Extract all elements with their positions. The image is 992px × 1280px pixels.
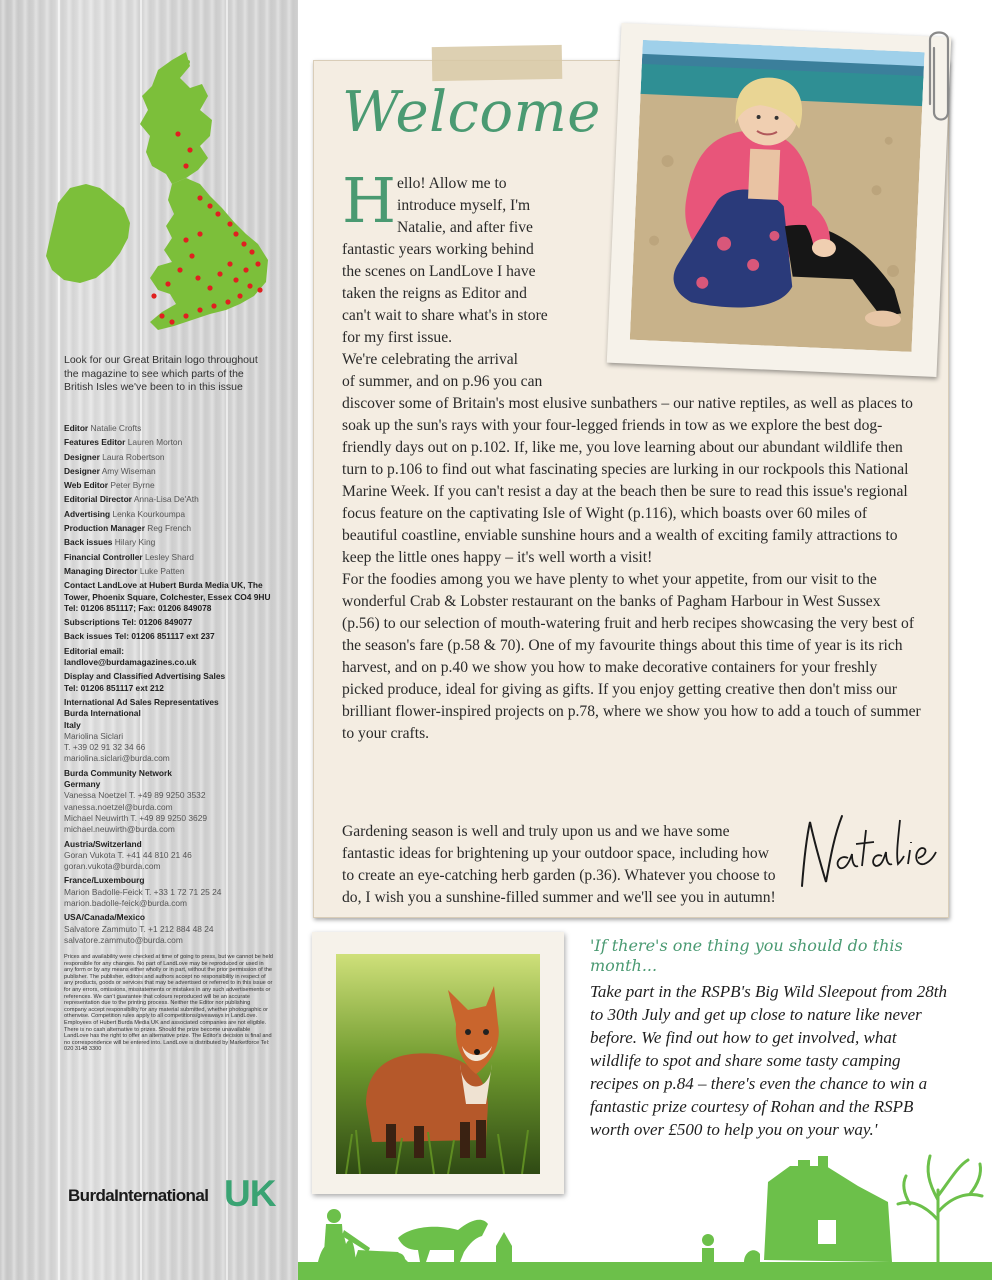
- credit-row: Designer Amy Wiseman: [64, 465, 156, 476]
- region-line: T. +39 02 91 32 34 66: [64, 742, 146, 753]
- editorial-email: landlove@burdamagazines.co.uk: [64, 657, 197, 668]
- credit-row: Editorial Director Anna-Lisa De'Ath: [64, 494, 199, 505]
- credit-row: Production Manager Reg French: [64, 523, 192, 534]
- subscriptions-tel: Subscriptions Tel: 01206 849077: [64, 617, 193, 628]
- beach-photo-illustration: [630, 40, 925, 352]
- back-issues-tel: Back issues Tel: 01206 851117 ext 237: [64, 631, 215, 642]
- region-italy: Italy: [64, 719, 81, 730]
- paragraph-food: For the foodies among you we have plenty to whet your appetite, from our visit to the wonderful Crab & Lobster restaurant on the banks of Pagham Harbour in West Sussex (p.56) to our selection of mouth-watering fruit and herb recipes showcasing the very best of the season's fare (p.58 & 70). One of my favourite things about this time of year is its rich harvest, and on p.40 we show you how to make decorative containers for your freshly picked produce, ideal for giving as gifts. If you enjoy getting creative then don't miss our brilliant flower-inspired projects on p.78, where we show you how to add a touch of summer to your crafts.: [342, 571, 921, 742]
- page-title: Welcome: [342, 80, 601, 145]
- editor-photo: [630, 40, 925, 352]
- legal-disclaimer: Prices and availability were checked at time of going to press, but we cannot be held responsible for any changes. No part of LandLove may be reproduced or used in any form or by any means either wholly or in part, without the prior permission of the publisher. The publisher, editors and authors accept no responsibility in respect of any products, goods or services that may be advertised or referred to in this issue or for any errors, omissions, misstatements or mistakes in any such advertisements or references. We can't guarantee that colours reproduced will be an accurate representation due to the printing process. Neither the Editor nor publishing company accept responsibility for any material submitted, whether photographic or otherwise. Competition rules apply to all competitions/giveaways in LandLove. Employees of Hubert Burda Media UK and associated companies are not eligible. There is no cash alternative to prizes. Should the prize become unavailable LandLove has the right to offer an alternative prize. The Editor's decision is final and no correspondence will be entered into. LandLove is distributed by Marketforce Tel: 020 3148 3300: [64, 954, 273, 1053]
- countryside-silhouette: [298, 1120, 992, 1280]
- drop-cap: H: [342, 164, 397, 237]
- map-caption: Look for our Great Britain logo throughout the magazine to see which parts of the British Isles we've been to in this issue: [64, 354, 258, 393]
- credit-row: Advertising Lenka Kourkoumpa: [64, 508, 186, 519]
- letter-body: [342, 393, 922, 745]
- credit-row: Back issues Hilary King: [64, 537, 156, 548]
- credits-list: [64, 423, 279, 946]
- region-austria-switzerland: Austria/Switzerland: [64, 838, 142, 849]
- region-line: marion.badolle-feick@burda.com: [64, 897, 188, 908]
- display-ads-tel: Tel: 01206 851117 ext 212: [64, 682, 164, 693]
- region-line: salvatore.zammuto@burda.com: [64, 934, 183, 945]
- intro-paragraph: ello! Allow me to introduce myself, I'm Natalie, and after five fantastic years working behind the scenes on LandLove I have taken the reigns as Editor and can't wait to share what's in store for my first issue. We're celebrating the arrival of summer, and on p.96 you can: [342, 175, 548, 390]
- paperclip-icon: [924, 28, 954, 128]
- credit-row: Financial Controller Lesley Shard: [64, 551, 194, 562]
- credit-row: Features Editor Lauren Morton: [64, 437, 183, 448]
- region-usa: USA/Canada/Mexico: [64, 912, 145, 923]
- tip-body: Take part in the RSPB's Big Wild Sleepout from 28th to 30th July and get up close to nature like never before. We find out how to get involved, what wildlife to spot and share some tasty camping recipes on p.84 – there's even the chance to win a fantastic prize courtesy of Rohan and the RSPB worth over £500 to help you on your way.': [590, 982, 947, 1139]
- contact-tel: Tel: 01206 851117; Fax: 01206 849078: [64, 602, 212, 613]
- credit-row: Editor Natalie Crofts: [64, 423, 142, 433]
- logo-burda-text: BurdaInternational: [68, 1186, 209, 1205]
- masking-tape: [432, 45, 563, 81]
- credit-row: Web Editor Peter Byrne: [64, 480, 155, 491]
- region-line: vanessa.noetzel@burda.com: [64, 801, 173, 812]
- editorial-email-label: Editorial email:: [64, 645, 125, 656]
- region-line: Salvatore Zammuto T. +1 212 884 48 24: [64, 923, 214, 934]
- display-ads-label: Display and Classified Advertising Sales: [64, 671, 226, 682]
- logo-uk-text: UK: [224, 1173, 276, 1214]
- editor-photo-frame: [607, 23, 952, 377]
- region-line: Vanessa Noetzel T. +49 89 9250 3532: [64, 790, 206, 801]
- region-line: Mariolina Siclari: [64, 730, 124, 741]
- credit-row: Managing Director Luke Patten: [64, 565, 185, 576]
- intl-ads-label: International Ad Sales Representatives: [64, 696, 219, 707]
- intl-company: Burda International: [64, 708, 141, 719]
- region-line: michael.neuwirth@burda.com: [64, 824, 175, 835]
- region-line: goran.vukota@burda.com: [64, 861, 161, 872]
- credit-row: Designer Laura Robertson: [64, 451, 165, 462]
- contact-address: Contact LandLove at Hubert Burda Media UK, The Tower, Phoenix Square, Colchester, Essex CO4 9HU: [64, 580, 271, 602]
- region-line: Michael Neuwirth T. +49 89 9250 3629: [64, 812, 208, 823]
- region-france-luxembourg: France/Luxembourg: [64, 875, 145, 886]
- signature-natalie: [790, 800, 940, 900]
- tip-heading: 'If there's one thing you should do this month...: [590, 936, 903, 975]
- region-line: mariolina.siclari@burda.com: [64, 753, 170, 764]
- sidebar: [0, 0, 298, 1280]
- region-line: Goran Vukota T. +41 44 810 21 46: [64, 849, 192, 860]
- paragraph-wildlife: discover some of Britain's most elusive sunbathers – our native reptiles, as well as places to soak up the sun's rays with your four-legged friends in tow as we explore the best dog-friendly days out on p.102. If, like me, you love learning about our abundant wildlife then turn to p.106 to find out what fascinating species are lurking in our rockpools this National Marine Week. If you can't resist a day at the beach then be sure to read this issue's regional focus feature on the captivating Isle of Wight (p.116), which boasts over 60 miles of beautiful coastline, enviable sunshine hours and a wealth of exciting family attractions to keep the little ones happy – it's well worth a visit!: [342, 395, 913, 566]
- cottage-window: [818, 1220, 836, 1244]
- great-britain-map-logo: [40, 38, 280, 338]
- region-line: Marion Badolle-Feick T. +33 1 72 71 25 24: [64, 886, 222, 897]
- burda-international-uk-logo: [66, 1172, 276, 1216]
- paragraph-garden: Gardening season is well and truly upon us and we have some fantastic ideas for brightening up your outdoor space, including how to create an eye-catching herb garden (p.36). Whatever you choose to do, I wish you a sunshine-filled summer and we'll see you in autumn!: [342, 823, 776, 906]
- region-germany: Burda Community Network Germany: [64, 767, 172, 790]
